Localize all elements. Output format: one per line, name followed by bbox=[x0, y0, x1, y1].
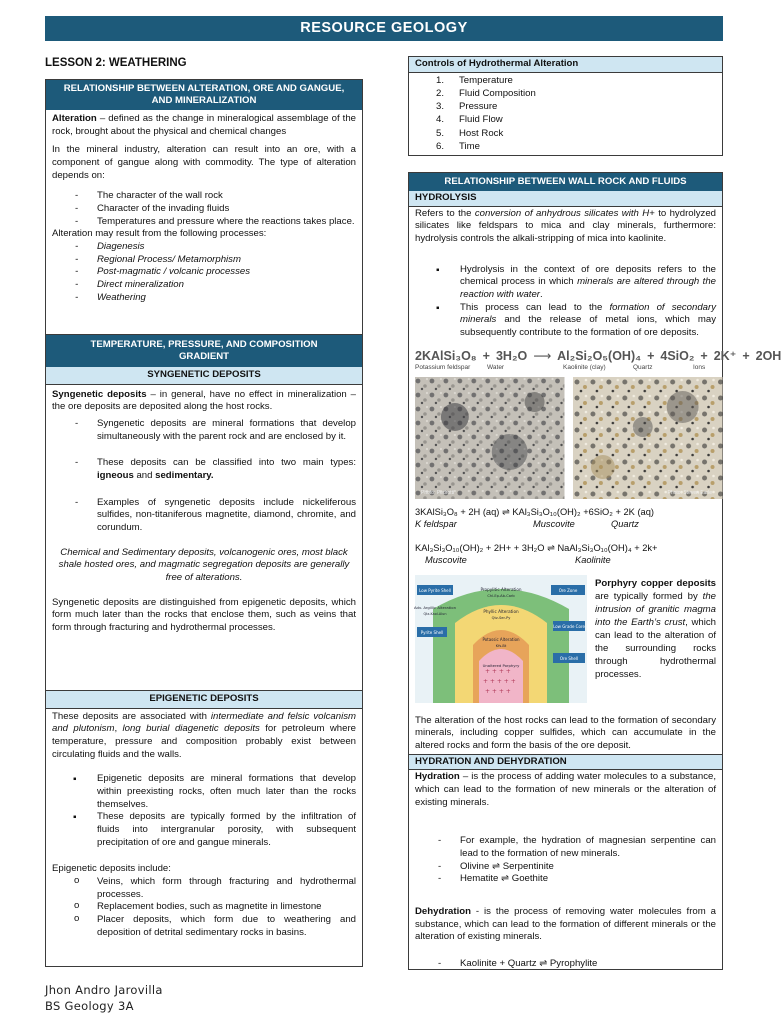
svg-text:+ + + +: + + + + bbox=[485, 687, 511, 695]
list-item: o Placer deposits, which form due to weathering and deposition of detrital sedimentary rocks in basins. bbox=[52, 914, 356, 939]
list-item: - Temperatures and pressure where the reactions takes place. bbox=[52, 216, 356, 229]
diagram-label-low-grade: Low Grade Core bbox=[553, 623, 585, 629]
product-kaolinite: Al₂Si₂O₅(OH)₄ bbox=[557, 348, 642, 363]
diagram-label-low-pyrite: Low Pyrite Shell bbox=[419, 587, 451, 593]
dehydration-term: Dehydration bbox=[415, 905, 471, 917]
reaction-labels bbox=[409, 364, 722, 377]
hydrolysis-header: HYDROLYSIS bbox=[409, 191, 722, 207]
list-item bbox=[409, 87, 722, 100]
syngenetic-def-text: – in general, have no effect in mineralization – the ore deposits are deposited along the host rocks. bbox=[52, 388, 357, 413]
list-item: o Replacement bodies, such as magnetite in limestone bbox=[52, 901, 356, 914]
syngenetic-definition bbox=[52, 389, 356, 414]
item-number: 6. bbox=[436, 140, 445, 152]
reactant-water: 3H₂O bbox=[495, 348, 528, 363]
porphyry-c: the intrusion of granitic magma into the Earth’s crust bbox=[595, 590, 716, 628]
alteration-def-text: – defined as the change in mineralogical assemblage of the rock, brought about the physical and chemical changes bbox=[52, 113, 356, 137]
reaction-label: Quartz bbox=[633, 364, 653, 372]
epigenetic-include-list bbox=[52, 876, 356, 939]
diagram-label-phyllic-min: Qtz-Ser-Py bbox=[491, 615, 511, 620]
list-item: - Syngenetic deposits are mineral formations that develop simultaneously with the parent rock and are enclosed by it. bbox=[52, 418, 356, 443]
hydration-dehydration-header: HYDRATION AND DEHYDRATION bbox=[409, 754, 722, 771]
porphyry-text bbox=[595, 575, 716, 703]
equation-labels bbox=[415, 518, 716, 530]
hb2-b: formation of secondary minerals bbox=[460, 301, 716, 326]
list-item: - Character of the invading fluids bbox=[52, 203, 356, 216]
hydrolysis-reaction bbox=[409, 344, 781, 365]
kaolinite-photo bbox=[573, 377, 723, 499]
hydrolysis-def bbox=[415, 208, 716, 246]
porphyry-d: , which can lead to the alteration of the surrounding rocks through hydrothermal processes. bbox=[595, 616, 716, 681]
alteration-body bbox=[46, 110, 362, 308]
hydrolysis-bullets bbox=[415, 264, 716, 340]
lesson-title: LESSON 2: WEATHERING bbox=[45, 57, 187, 69]
eq-label: Muscovite bbox=[425, 555, 467, 566]
plus-sign: + bbox=[700, 348, 708, 363]
tpc-header: TEMPERATURE, PRESSURE, AND COMPOSITION GRADIENT bbox=[46, 335, 362, 367]
list-item: ▪ These deposits are typically formed by the infiltration of fluids into intergranular porosity, with subsequent precipitation of ore and gangue minerals. bbox=[52, 811, 356, 849]
syngenetic-body bbox=[46, 385, 362, 645]
page-banner: RESOURCE GEOLOGY bbox=[45, 16, 723, 41]
plus-sign: + bbox=[742, 348, 750, 363]
epi-text-d: long burial diagenetic deposits bbox=[122, 723, 260, 735]
processes-list bbox=[52, 241, 356, 304]
syngenetic-types-text: These deposits can be classified into two main types: bbox=[97, 457, 356, 469]
photo-credit: Photo: Steven Earle bbox=[667, 490, 712, 497]
type-sedimentary: sedimentary. bbox=[155, 470, 214, 482]
epigenetic-para bbox=[52, 711, 356, 762]
author-course: BS Geology 3A bbox=[45, 998, 134, 1013]
diagram-label-propylitic: Propylitic Alteration bbox=[480, 586, 522, 592]
controls-section bbox=[408, 56, 723, 156]
hb2-a: This process can lead to the bbox=[460, 301, 610, 313]
item-text: Pressure bbox=[459, 101, 498, 113]
plus-sign: + bbox=[647, 348, 655, 363]
diagram-label-ore-zone: Ore Zone bbox=[558, 587, 578, 593]
reaction-label: Ions bbox=[693, 364, 706, 372]
hyd-b: conversion of anhydrous silicates with H+ bbox=[474, 207, 655, 219]
product-oh-ion: 2OH bbox=[755, 348, 781, 363]
list-item: - Hematite ⇌ Goethite bbox=[415, 873, 716, 886]
dehydration-examples bbox=[415, 958, 716, 971]
epigenetic-header: EPIGENETIC DEPOSITS bbox=[46, 691, 362, 709]
list-item: - Post-magmatic / volcanic processes bbox=[52, 266, 356, 279]
controls-list bbox=[409, 73, 722, 155]
equation-2 bbox=[409, 532, 722, 569]
list-item: - Diagenesis bbox=[52, 241, 356, 254]
reaction-label: Potassium feldspar bbox=[415, 364, 471, 372]
list-item bbox=[415, 264, 716, 302]
list-item bbox=[409, 127, 722, 140]
footer bbox=[45, 983, 163, 1015]
item-text: Temperature bbox=[459, 74, 513, 86]
list-item: o Veins, which form through fracturing and hydrothermal processes. bbox=[52, 876, 356, 901]
rock-photos bbox=[409, 377, 722, 499]
diagram-label-argillic: Adv. Argillic Alteration bbox=[414, 604, 456, 610]
diagram-label-ore-shell: Ore Shell bbox=[559, 655, 579, 661]
diagram-label-potassic: Potassic Alteration bbox=[482, 636, 520, 642]
host-alteration bbox=[409, 705, 722, 754]
list-item bbox=[409, 100, 722, 113]
hydration-term: Hydration bbox=[415, 771, 460, 783]
reaction-label: Water bbox=[487, 364, 505, 372]
porphyry-section bbox=[409, 569, 722, 705]
syngenetic-distinguish: Syngenetic deposits are distinguished from epigenetic deposits, which form much later than the rocks that enclose them, such as veins that form through fracturing and hydrothermal processes. bbox=[52, 596, 356, 633]
photo-credit: Photo: Pedrotti bbox=[421, 490, 455, 497]
product-quartz: 4SiO₂ bbox=[660, 348, 695, 363]
item-number: 1. bbox=[436, 74, 445, 86]
host-alteration-text: The alteration of the host rocks can lead to the formation of secondary minerals, including copper sulfides, which can accumulate in the altered rocks and form the basis of the ore deposit. bbox=[415, 714, 716, 752]
alteration-section bbox=[45, 79, 363, 335]
tpc-section bbox=[45, 335, 363, 691]
list-item: - Direct mineralization bbox=[52, 279, 356, 292]
diagram-label-propylitic-min: Chl-Ep-Ab-Carb bbox=[487, 593, 515, 598]
product-k-ion: 2K⁺ bbox=[713, 348, 737, 363]
svg-text:+ + + + +: + + + + + bbox=[483, 677, 516, 685]
hb1-b: minerals are altered through the reaction with water bbox=[460, 276, 716, 300]
list-item: - Weathering bbox=[52, 292, 356, 305]
list-item bbox=[409, 113, 722, 126]
item-text: Host Rock bbox=[459, 127, 504, 139]
epi-text-e: for petroleum where temperature, pressure and composition probably exist between circulating fluids and the walls. bbox=[52, 723, 357, 760]
item-text: Fluid Flow bbox=[459, 114, 503, 126]
list-item: - Regional Process/ Metamorphism bbox=[52, 254, 356, 267]
alteration-header: RELATIONSHIP BETWEEN ALTERATION, ORE AND GANGUE, AND MINERALIZATION bbox=[46, 80, 362, 110]
item-number: 5. bbox=[436, 127, 445, 139]
svg-text:+ + + +: + + + + bbox=[485, 667, 511, 675]
wall-rock-header: RELATIONSHIP BETWEEN WALL ROCK AND FLUIDS bbox=[409, 173, 722, 191]
alteration-para: In the mineral industry, alteration can result into an ore, with a component of gangue along with commodity. The type of alteration depends on: bbox=[52, 144, 356, 181]
diagram-label-argillic-min: Qtz-Kaol-Alun bbox=[423, 611, 447, 616]
item-number: 3. bbox=[436, 101, 445, 113]
equation-text: 3KAlSi₃O₈ + 2H (aq) ⇌ KAl₃Si₃O₁₀(OH)₂ +6SiO₂ + 2K (aq) bbox=[415, 506, 654, 517]
porphyry-alteration-diagram bbox=[415, 575, 587, 703]
hydration-def-text: – is the process of adding water molecules to a substance, which can lead to the formation of new minerals or the alteration of existing minerals. bbox=[415, 771, 716, 808]
wall-rock-section bbox=[408, 172, 781, 970]
diagram-label-porphyry: Unaltered Porphyry bbox=[482, 662, 520, 668]
item-text: Fluid Composition bbox=[459, 87, 536, 99]
list-item bbox=[52, 457, 356, 482]
eq-label: K feldspar bbox=[415, 518, 457, 529]
hydration-body bbox=[409, 770, 722, 974]
alteration-definition bbox=[52, 113, 356, 138]
reactant-feldspar: 2KAlSi₃O₈ bbox=[415, 348, 477, 363]
controls-header: Controls of Hydrothermal Alteration bbox=[409, 57, 722, 73]
syngenetic-list bbox=[52, 418, 356, 535]
eq-label: Quartz bbox=[611, 518, 639, 529]
diagram-label-pyrite-shell: Pyrite Shell bbox=[420, 629, 444, 635]
equation-1 bbox=[409, 499, 722, 533]
alteration-term: Alteration bbox=[52, 113, 97, 125]
types-and: and bbox=[133, 470, 156, 482]
porphyry-b: are typically formed by bbox=[595, 590, 703, 602]
list-item: - The character of the wall rock bbox=[52, 190, 356, 203]
list-item: ▪ Epigenetic deposits are mineral formations that develop within preexisting rocks, often much later than the rocks themselves. bbox=[52, 773, 356, 811]
equation-text: KAl₃Si₃O₁₀(OH)₂ + 2H+ + 3H₂O ⇌ NaAl₃Si₃O₁₀(OH)₄ + 2k+ bbox=[415, 543, 658, 554]
list-item bbox=[409, 140, 722, 153]
hyd-a: Refers to the bbox=[415, 207, 475, 219]
equation-labels bbox=[415, 554, 716, 566]
feldspar-photo bbox=[415, 377, 565, 499]
reaction-label: Kaolinite (clay) bbox=[563, 364, 606, 372]
item-number: 4. bbox=[436, 114, 445, 126]
author-name: Jhon Andro Jarovilla bbox=[45, 983, 163, 997]
right-column bbox=[408, 56, 781, 970]
list-item: - Examples of syngenetic deposits include nickeliferous sulfides, non-titaniferous magnetite, diamond, chromite, and corundum. bbox=[52, 497, 356, 535]
hb2-c: and the release of metal ions, which may subsequently contribute to the formation of ore deposits. bbox=[460, 314, 716, 338]
dehydration-def bbox=[415, 906, 716, 944]
porphyry-term: Porphyry copper deposits bbox=[595, 577, 716, 589]
hyd-c: to hydrolyzed silicates like feldspars to mica and clay minerals, furthermore: hydrolysis controls the alkali-stripping of mica into kaolinite. bbox=[415, 207, 716, 245]
item-number: 2. bbox=[436, 87, 445, 99]
plus-sign: + bbox=[482, 348, 490, 363]
processes-intro: Alteration may result from the following processes: bbox=[52, 228, 267, 240]
hb1-c: . bbox=[539, 288, 543, 300]
syngenetic-term: Syngenetic deposits bbox=[52, 388, 147, 400]
hydrolysis-body bbox=[409, 207, 722, 344]
list-item bbox=[415, 302, 716, 340]
hb1-a: Hydrolysis in the context of ore deposits refers to the chemical process in which bbox=[460, 263, 716, 288]
list-item bbox=[409, 74, 722, 87]
epi-text-c: , bbox=[114, 723, 123, 735]
epigenetic-include-intro: Epigenetic deposits include: bbox=[52, 863, 171, 875]
epi-text-b: intermediate and felsic volcanism and plutonism bbox=[52, 710, 356, 735]
eq-label: Muscovite bbox=[533, 518, 575, 529]
diagram-label-phyllic: Phyllic Alteration bbox=[483, 608, 519, 614]
list-item: - For example, the hydration of magnesian serpentine can lead to the formation of new minerals. bbox=[415, 835, 716, 860]
eq-label: Kaolinite bbox=[575, 555, 611, 566]
alteration-depends-list bbox=[52, 190, 356, 228]
reaction-arrow-icon: ⟶ bbox=[533, 348, 552, 363]
diagram-label-potassic-min: Kfs-Bt bbox=[495, 643, 507, 648]
left-column bbox=[45, 52, 363, 967]
epigenetic-body bbox=[46, 709, 362, 944]
free-of-alteration-note: Chemical and Sedimentary deposits, volcanogenic ores, most black shale hosted ores, and magmatic segregation deposits are generally free of alterations. bbox=[58, 546, 350, 584]
type-igneous: igneous bbox=[97, 470, 134, 482]
list-item: - Olivine ⇌ Serpentinite bbox=[415, 861, 716, 874]
epigenetic-bullets bbox=[52, 773, 356, 849]
item-text: Time bbox=[459, 140, 480, 152]
syngenetic-header: SYNGENETIC DEPOSITS bbox=[46, 367, 362, 385]
epi-text-a: These deposits are associated with bbox=[52, 710, 211, 722]
list-item: - Kaolinite + Quartz ⇌ Pyrophylite bbox=[415, 958, 716, 971]
hydration-examples bbox=[415, 835, 716, 886]
dehydration-def-text: - is the process of removing water molecules from a substance, which can lead to the formation of different minerals or the alteration of existing minerals. bbox=[415, 905, 716, 943]
epigenetic-section bbox=[45, 691, 363, 967]
hydration-def bbox=[415, 771, 716, 809]
